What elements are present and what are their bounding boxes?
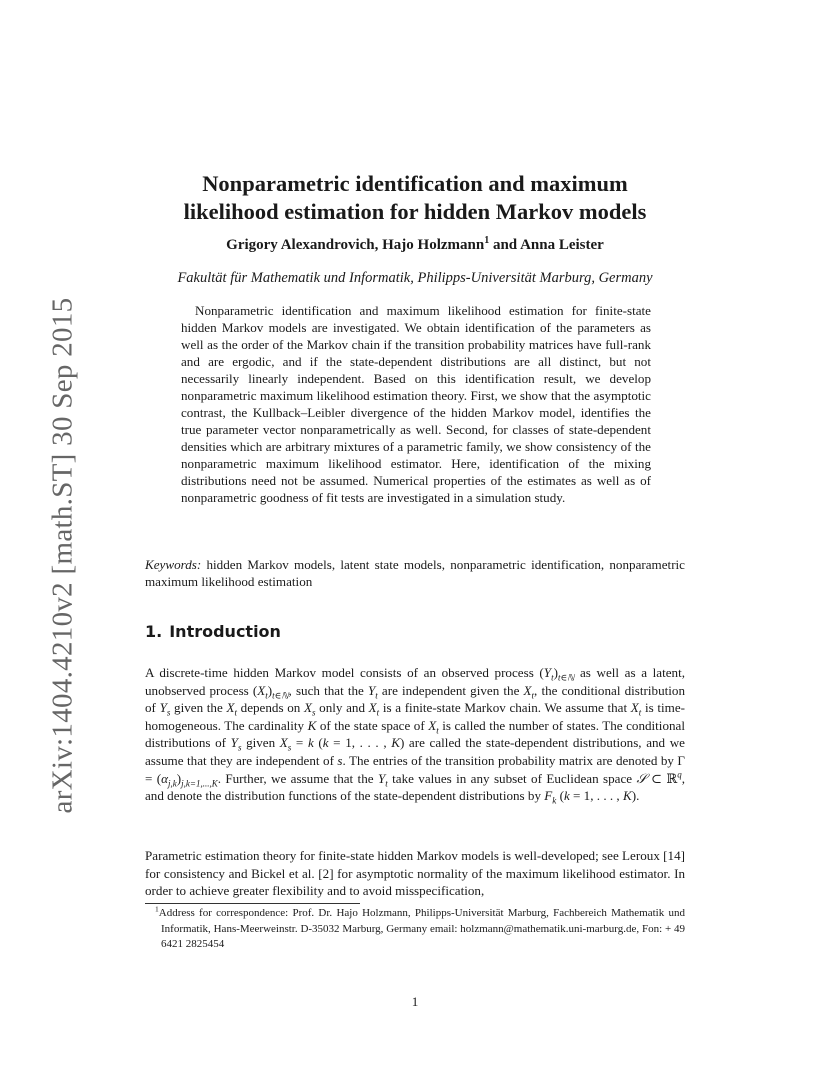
arxiv-identifier-text: arXiv:1404.4210v2 [math.ST] 30 Sep 2015 (46, 297, 79, 813)
intro-paragraph-2: Parametric estimation theory for finite-state hidden Markov models is well-developed; see Leroux [14] for consistency and Bickel et al. [2] for asymptotic normality of the maximum likelihood estimator. In order to achieve greater flexibility and to avoid misspecification, (145, 848, 685, 899)
title-line-2: likelihood estimation for hidden Markov models (183, 199, 647, 224)
keywords (145, 556, 685, 590)
footnote-divider (145, 903, 360, 904)
arxiv-identifier-stamp (38, 297, 88, 813)
section-title: Introduction (169, 622, 281, 641)
footnote-text: Address for correspondence: Prof. Dr. Hajo Holzmann, Philipps-Universität Marburg, Fachbereich Mathematik und Informatik, Hans-Meerweinstr. D-35032 Marburg, Germany email: holzmann@mathematik.uni-marburg.de, Fon: + 49 6421 2825454 (158, 907, 685, 950)
paper-title (145, 170, 685, 226)
keywords-text: hidden Markov models, latent state models, nonparametric identification, nonparametric maximum likelihood estimation (145, 557, 685, 589)
authors-names-tail: and Anna Leister (489, 237, 604, 253)
authors-names: Grigory Alexandrovich, Hajo Holzmann (226, 237, 485, 253)
section-number: 1. (145, 622, 163, 641)
abstract: Nonparametric identification and maximum likelihood estimation for finite-state hidden Markov models are investigated. We obtain identification of the parameters as well as the order of the Markov chain if the transition probability matrices have full-rank and are ergodic, and if the state-dependent distributions are all distinct, but not necessarily linearly independent. Based on this identification result, we develop nonparametric maximum likelihood estimation theory. First, we show that the asymptotic contrast, the Kullback–Leibler divergence of the hidden Markov model, identifies the true parameter vector nonparametrically as well. Second, for classes of state-dependent densities which are arbitrary mixtures of a parametric family, we show consistency of the nonparametric maximum likelihood estimator. Here, identification of the mixing distributions need not be assumed. Numerical properties of the estimates as well as of nonparametric goodness of fit tests are investigated in a simulation study. (181, 303, 651, 505)
keywords-label: Keywords: (145, 557, 202, 572)
footnote (145, 906, 685, 953)
page-number: 1 (411, 994, 419, 1009)
section-heading-introduction (145, 622, 685, 641)
author-footnote-mark: 1 (484, 235, 490, 246)
affiliation: Fakultät für Mathematik und Informatik, Philipps-Universität Marburg, Germany (177, 270, 653, 286)
footnote-mark: 1 (155, 904, 159, 914)
intro-paragraph-1: A discrete-time hidden Markov model consists of an observed process $(Y_t)_{t\in ℕ}$ as well as a latent, unobserved process $(X_t)_{t\in ℕ}$, such that the $Y_t$ are independent given the $X_t$, the conditional distribution of $Y_s$ given the $X_t$ depends on $X_s$ only and $X_t$ is a finite-state Markov chain. We assume that $X_t$ is time-homogeneous. The cardinality K of the state space of $X_t$ is called the number of states. The conditional distributions of $Y_s$ given $X_s = k$ (k = 1, . . . , K) are called the state-dependent distributions, and we assume that they are independent of s. The entries of the transition probability matrix are denoted by $\Gamma = (\alpha_{j,k})_{j,k=1,...,K}$. Further, we assume that the $Y_t$ take values in any subset of Euclidean space 𝒮 ⊂ ℝ$^q$, and denote the distribution functions of the state-dependent distributions by $F_k$ (k = 1, . . . , K). (145, 665, 685, 806)
authors-line (145, 237, 685, 254)
title-line-1: Nonparametric identification and maximum (202, 171, 628, 196)
